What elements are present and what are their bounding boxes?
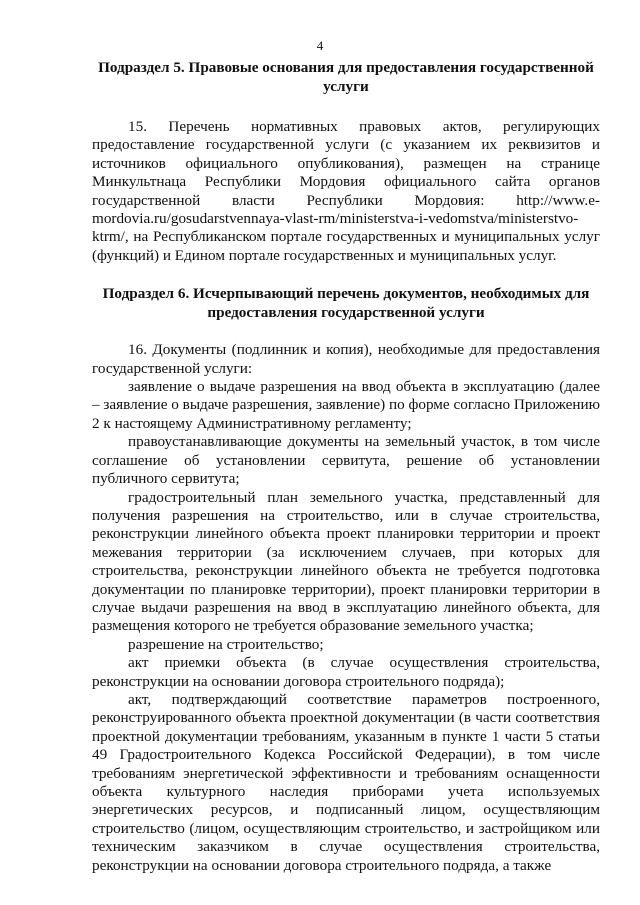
- spacer: [92, 265, 600, 284]
- section-5-heading: Подраздел 5. Правовые основания для предоставления государственной услуги: [98, 59, 594, 95]
- spacer: [92, 96, 600, 118]
- list-item-acceptance-act: акт приемки объекта (в случае осуществления строительства, реконструкции на основании договора строительного подряда);: [92, 654, 600, 690]
- list-item-land-title-documents: правоустанавливающие документы на земельный участок, в том числе соглашение об установлении сервитута, решение об установлении публичного сервитута;: [92, 433, 600, 488]
- paragraph-15: 15. Перечень нормативных правовых актов, регулирующих предоставление государственной услуги (с указанием их реквизитов и источников официального опубликования), размещен на странице Минкультнаца Республики Мордовия официального сайта органов государственной власти Республики Мордовия: http://www.e-mordovia.ru/gosudarstvennaya-vlast-rm/ministerstva-i-vedomstva/ministerstvo-ktrm/, на Республиканском портале государственных и муниципальных услуг (функций) и Едином портале государственных и муниципальных услуг.: [92, 118, 600, 264]
- paragraph-16: 16. Документы (подлинник и копия), необходимые для предоставления государственной услуги:: [92, 341, 600, 377]
- list-item-application: заявление о выдаче разрешения на ввод объекта в эксплуатацию (далее – заявление о выдаче разрешения, заявление) по форме согласно Приложению 2 к настоящему Административному регламенту;: [92, 378, 600, 432]
- list-item-compliance-act: акт, подтверждающий соответствие параметров построенного, реконструированного объекта проектной документации (в части соответствия проектной документации требованиям, указанным в пункте 1 части 5 статьи 49 Градостроительного Кодекса Российской Федерации), в том числе требованиям энергетической эффективности и требованиям оснащенности объекта культурного наследия приборами учета используемых энергетических ресурсов, и подписанный лицом, осуществляющим строительство (лицом, осуществляющим строительство, и застройщиком или техническим заказчиком в случае осуществления строительства, реконструкции на основании договора строительного подряда, а также: [92, 690, 600, 874]
- list-item-building-permit: разрешение на строительство;: [128, 635, 324, 653]
- list-item-urban-plan: градостроительный план земельного участка, представленный для получения разрешения на строительство, или в случае строительства, реконструкции линейного объекта проект планировки территории и проект межевания территории (за исключением случаев, при которых для строительства, реконструкции линейного объекта не требуется подготовка документации по планировке территории), проект планировки территории в случае выдачи разрешения на ввод в эксплуатацию линейного объекта, для размещения которого не требуется образование земельного участка;: [92, 488, 600, 635]
- page-number: 4: [316, 38, 324, 53]
- spacer: [92, 322, 600, 341]
- section-6-heading: Подраздел 6. Исчерпывающий перечень документов, необходимых для предоставления государственной услуги: [102, 285, 590, 322]
- document-body: [92, 58, 600, 875]
